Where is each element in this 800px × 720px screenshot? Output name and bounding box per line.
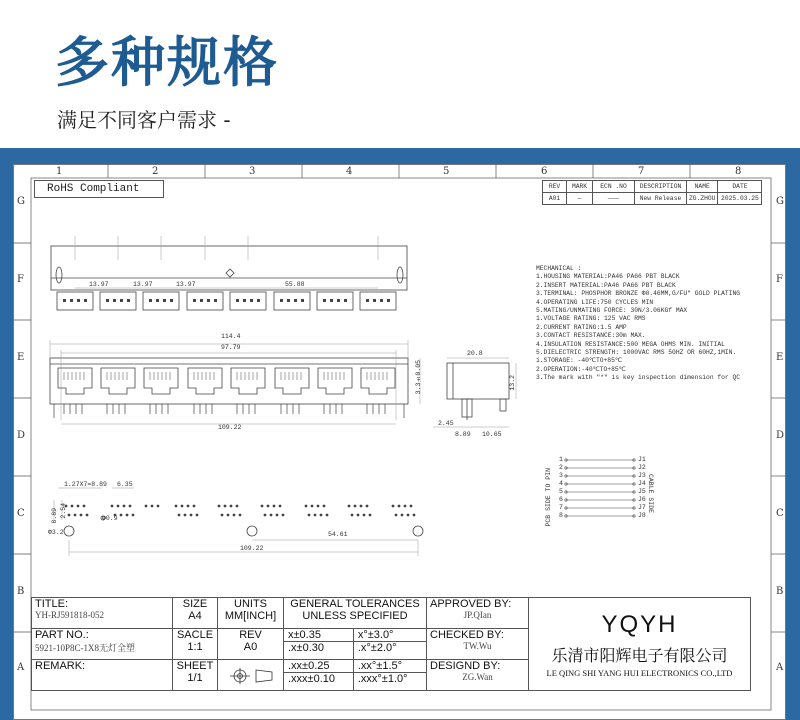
rev-label: REV bbox=[239, 629, 262, 641]
units-label: UNITS bbox=[234, 598, 267, 610]
col-zone: 5 bbox=[443, 166, 450, 177]
dim-label: 97.79 bbox=[221, 344, 241, 351]
company-cell bbox=[529, 598, 751, 691]
rev-cell: A01 bbox=[543, 193, 567, 205]
title-value: YH-RJ591818-052 bbox=[35, 610, 104, 620]
dim-label: 109.22 bbox=[240, 545, 264, 552]
size-value: A4 bbox=[188, 610, 202, 622]
tolerance-value: x°±3.0° bbox=[354, 629, 426, 642]
dim-label: 2.54 bbox=[60, 503, 67, 519]
col-zone: 1 bbox=[56, 166, 63, 177]
pin-label: J6 bbox=[638, 496, 646, 503]
note-line: 2.OPERATION:-40℃TO+85℃ bbox=[536, 365, 626, 373]
pin-label: J7 bbox=[638, 504, 646, 511]
title-block bbox=[31, 597, 751, 691]
pin-number: 2 bbox=[559, 464, 563, 471]
dim-label: 20.8 bbox=[467, 350, 483, 357]
tolerance-header-1: GENERAL TOLERANCES bbox=[290, 598, 420, 610]
top-view bbox=[51, 236, 407, 310]
scale-cell bbox=[173, 629, 218, 660]
schematic-side-label: PCB SIDE TO PIN bbox=[545, 468, 552, 527]
dim-label: 13.97 bbox=[176, 281, 196, 288]
scale-label: SACLE bbox=[176, 629, 214, 641]
row-zone: G bbox=[17, 196, 25, 207]
tolerance-angular-b bbox=[353, 660, 426, 691]
col-zone: 2 bbox=[152, 166, 159, 177]
dim-label: 6.35 bbox=[117, 481, 133, 488]
row-zone: G bbox=[776, 196, 784, 207]
part-value: 5921-10P8C-1X8无灯全塑 bbox=[35, 643, 136, 653]
company-name-cn: 乐清市阳辉电子有限公司 bbox=[551, 647, 728, 665]
tolerance-value: .xx±0.25 bbox=[284, 660, 353, 673]
units-cell bbox=[218, 598, 284, 629]
checked-value: TW.Wu bbox=[463, 641, 492, 651]
pin-label: J8 bbox=[638, 512, 646, 519]
note-line: 3.The mark with "*" is key inspection dimension for QC bbox=[536, 374, 741, 382]
projection-cell bbox=[218, 660, 284, 691]
size-label: SIZE bbox=[182, 598, 208, 610]
rev-col-header: REV bbox=[543, 181, 567, 193]
note-line: 4.INSULATION RESISTANCE:500 MEGA OHMS MIN. INITIAL bbox=[536, 340, 725, 348]
note-line: 4.OPERATING LIFE:750 CYCLES MIN bbox=[536, 298, 654, 306]
mechanical-notes bbox=[536, 265, 740, 383]
dim-label: Φ3.2 bbox=[48, 529, 64, 536]
col-zone: 7 bbox=[638, 166, 645, 177]
dim-label: 13.97 bbox=[89, 281, 109, 288]
note-line: 5.MATING/UNMATING FORCE: 30N/3.06KGf MAX bbox=[536, 307, 688, 315]
remark-label: REMARK: bbox=[35, 660, 86, 672]
sheet-label: SHEET bbox=[176, 660, 214, 672]
dim-label: 8.89 bbox=[51, 508, 58, 524]
pin-number: 1 bbox=[559, 456, 563, 463]
title-cell bbox=[32, 598, 173, 629]
row-zone: F bbox=[17, 274, 24, 285]
tolerance-header-2: UNLESS SPECIFIED bbox=[302, 610, 408, 622]
col-zone: 6 bbox=[541, 166, 548, 177]
rev-col-header: DESCRIPTION bbox=[635, 181, 687, 193]
revision-table bbox=[542, 180, 762, 205]
dim-label: Φ0.9 bbox=[102, 515, 118, 522]
dim-label: 3.3±0.05 bbox=[415, 360, 422, 395]
row-zone: B bbox=[17, 586, 25, 597]
tolerance-angular-a bbox=[353, 629, 426, 660]
pin-number: 6 bbox=[559, 496, 563, 503]
rev-cell: 2025.03.25 bbox=[718, 193, 762, 205]
rohs-label: RoHS Compliant bbox=[34, 180, 164, 198]
rev-col-header: ECN .NO bbox=[593, 181, 635, 193]
row-zone: A bbox=[776, 662, 784, 673]
note-line: 1.HOUSING MATERIAL:PA46 PA66 PBT BLACK bbox=[536, 273, 680, 281]
note-line: 2.INSERT MATERIAL:PA46 PA66 PBT BLACK bbox=[536, 281, 676, 289]
scale-value: 1:1 bbox=[187, 641, 203, 653]
tolerance-value: .x°±2.0° bbox=[357, 642, 397, 654]
tolerance-linear-b bbox=[284, 660, 354, 691]
row-zone: B bbox=[776, 586, 784, 597]
tolerance-value: .x±0.30 bbox=[288, 642, 325, 654]
pin-label: J3 bbox=[638, 472, 646, 479]
rev-cell: — bbox=[567, 193, 593, 205]
checked-cell bbox=[427, 629, 529, 660]
pin-label: J2 bbox=[638, 464, 646, 471]
col-zone: 8 bbox=[735, 166, 742, 177]
size-cell bbox=[173, 598, 218, 629]
note-line: MECHANICAL : bbox=[536, 265, 582, 272]
dim-label: 1.27X7=8.89 bbox=[64, 481, 107, 488]
tolerance-linear-a bbox=[284, 629, 354, 660]
page-subtitle: 满足不同客户需求 - bbox=[57, 108, 231, 132]
note-line: 2.CURRENT RATING:1.5 AMP bbox=[536, 323, 627, 331]
row-zone: E bbox=[17, 352, 25, 363]
row-zone: D bbox=[776, 430, 785, 441]
tolerance-value: .xx°±1.5° bbox=[354, 660, 426, 673]
dim-label: 13.2 bbox=[509, 375, 516, 391]
row-zone: F bbox=[776, 274, 783, 285]
pin-schematic bbox=[565, 459, 635, 517]
tolerance-value: x±0.35 bbox=[284, 629, 353, 642]
page-title: 多种规格 bbox=[55, 31, 279, 94]
approved-label: APPROVED BY: bbox=[430, 598, 512, 610]
dim-label: 8.89 bbox=[455, 431, 471, 438]
note-line: 3.CONTACT RESISTANCE:30m MAX. bbox=[536, 332, 646, 340]
row-zone: C bbox=[776, 508, 784, 519]
note-line: 5.DIELECTRIC STRENGTH: 1000VAC RMS 50HZ OR 60HZ,1MIN. bbox=[536, 349, 737, 357]
title-label: TITLE: bbox=[35, 598, 69, 610]
schematic-side-label: CABLE SIDE bbox=[647, 474, 654, 514]
note-line: 1.STORAGE: -40℃TO+85℃ bbox=[536, 357, 622, 365]
rev-col-header: DATE bbox=[718, 181, 762, 193]
dim-label: 2.45 bbox=[438, 420, 454, 427]
rev-cell: New Release bbox=[635, 193, 687, 205]
col-zone: 3 bbox=[249, 166, 256, 177]
pin-label: J5 bbox=[638, 488, 646, 495]
dim-label: 114.4 bbox=[221, 333, 241, 340]
front-view bbox=[50, 340, 420, 424]
note-line: 1.VOLTAGE RATING: 125 VAC RMS bbox=[536, 315, 646, 323]
rev-cell bbox=[218, 629, 284, 660]
rev-value: A0 bbox=[243, 641, 258, 653]
dim-label: 13.97 bbox=[133, 281, 153, 288]
rev-cell: ——— bbox=[593, 193, 635, 205]
tolerance-value: .xxx°±1.0° bbox=[357, 673, 408, 685]
sheet-cell bbox=[173, 660, 218, 691]
dim-label: 109.22 bbox=[218, 424, 242, 431]
approved-cell bbox=[427, 598, 529, 629]
brand-logo: YQYH bbox=[601, 610, 678, 638]
pin-label: J4 bbox=[638, 480, 646, 487]
rev-col-header: MARK bbox=[567, 181, 593, 193]
note-line: 3.TERMINAL: PHOSPHOR BRONZE Φ0.46MM,G/FU" GOLD PLATING bbox=[536, 290, 741, 298]
tolerance-value: .xxx±0.10 bbox=[288, 673, 336, 685]
row-zone: E bbox=[776, 352, 784, 363]
pin-number: 4 bbox=[559, 480, 563, 487]
design-value: ZG.Wan bbox=[462, 672, 493, 682]
rev-cell: ZG.ZHOU bbox=[687, 193, 718, 205]
pin-number: 8 bbox=[559, 512, 563, 519]
units-value: MM[INCH] bbox=[224, 610, 277, 622]
approved-value: JP.QIan bbox=[463, 610, 492, 620]
row-zone: D bbox=[17, 430, 26, 441]
col-zone: 4 bbox=[346, 166, 353, 177]
side-view bbox=[433, 358, 516, 427]
tolerance-header bbox=[284, 598, 427, 629]
part-cell bbox=[32, 629, 173, 660]
design-label: DESIGND BY: bbox=[430, 660, 501, 672]
row-zone: A bbox=[17, 662, 25, 673]
dim-label: 54.61 bbox=[328, 531, 348, 538]
checked-label: CHECKED BY: bbox=[430, 629, 504, 641]
rev-col-header: NAME bbox=[687, 181, 718, 193]
company-name-en: LE QING SHI YANG HUI ELECTRONICS CO.,LTD bbox=[546, 667, 733, 678]
row-zone: C bbox=[17, 508, 25, 519]
remark-cell bbox=[32, 660, 173, 691]
pin-label: J1 bbox=[638, 456, 646, 463]
part-label: PART NO.: bbox=[35, 629, 89, 641]
pin-number: 5 bbox=[559, 488, 563, 495]
sheet-value: 1/1 bbox=[187, 672, 203, 684]
dim-label: 55.88 bbox=[285, 281, 305, 288]
pin-number: 3 bbox=[559, 472, 563, 479]
pin-number: 7 bbox=[559, 504, 563, 511]
dim-label: 10.65 bbox=[482, 431, 502, 438]
design-cell bbox=[427, 660, 529, 691]
